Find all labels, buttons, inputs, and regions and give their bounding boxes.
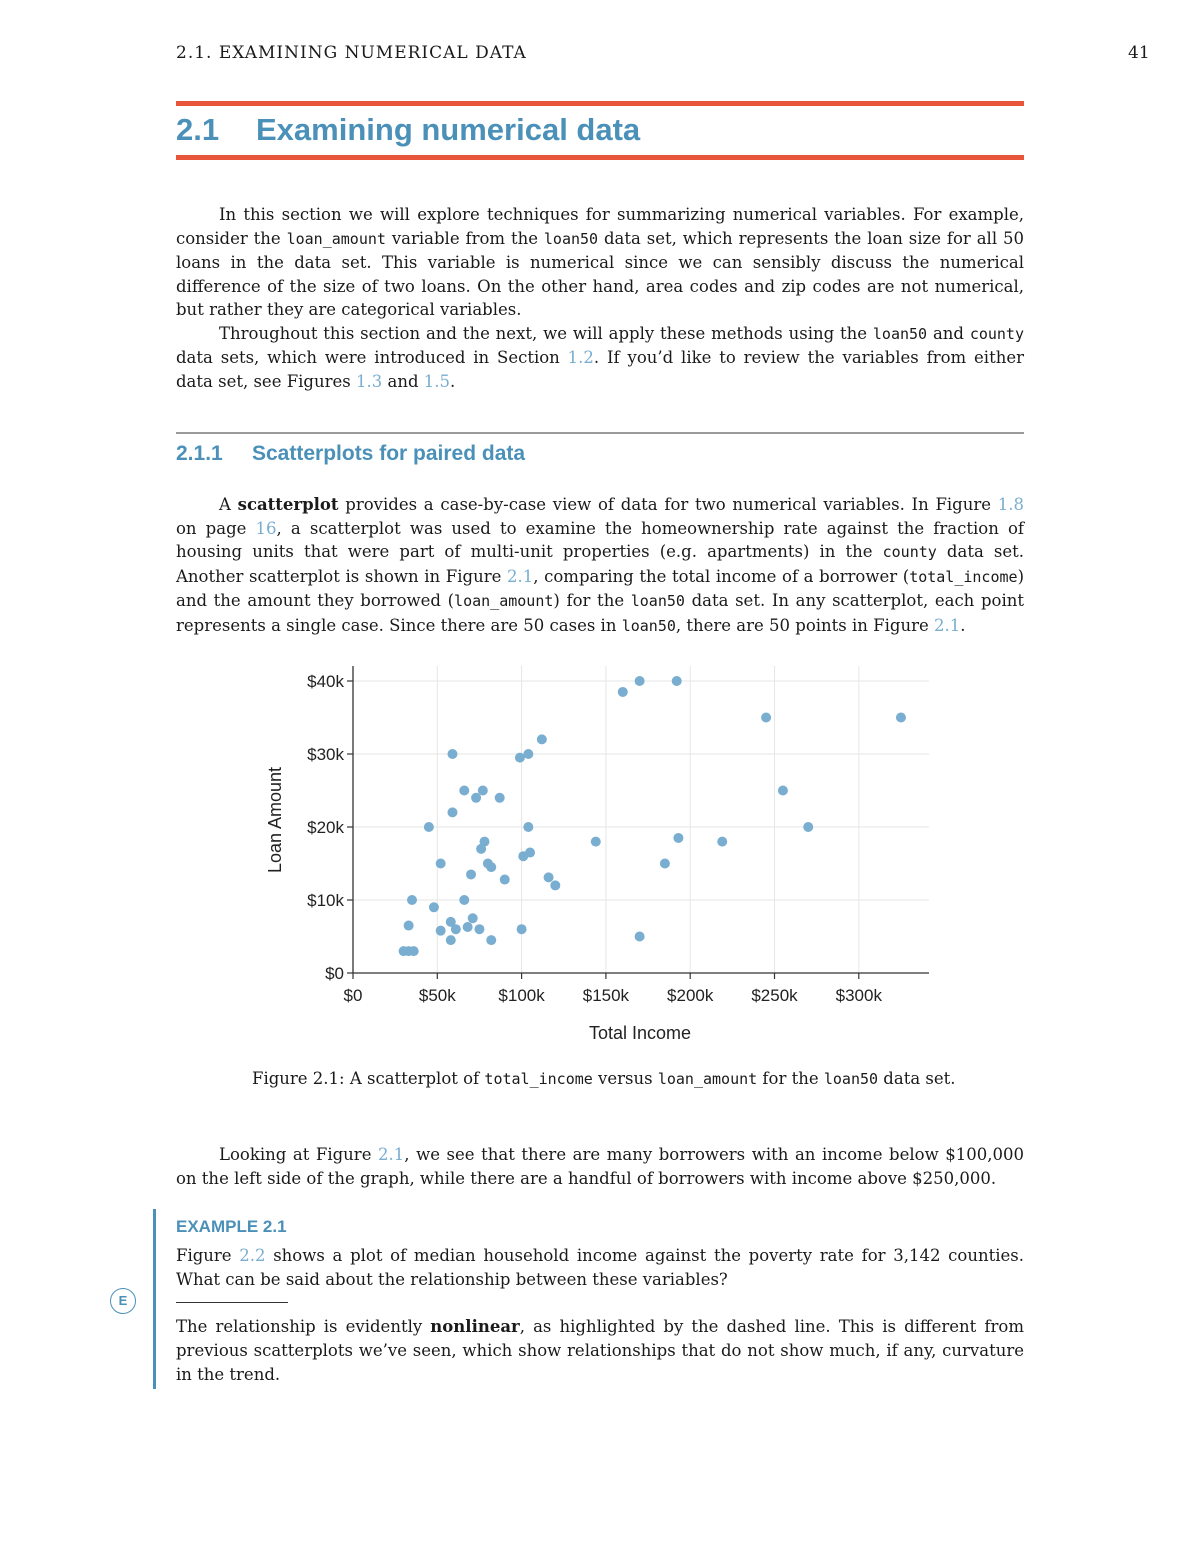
code-loan50: loan50 bbox=[630, 592, 685, 610]
code-loan50: loan50 bbox=[621, 616, 676, 635]
data-point bbox=[429, 902, 439, 912]
data-point bbox=[436, 926, 446, 936]
data-point bbox=[486, 862, 496, 872]
x-axis-label: Total Income bbox=[588, 1023, 692, 1043]
code-total-income: total_income bbox=[909, 567, 1018, 586]
example-bar bbox=[153, 1209, 156, 1389]
data-point bbox=[525, 848, 535, 858]
data-point bbox=[404, 921, 414, 931]
example-icon: E bbox=[110, 1288, 136, 1314]
y-tick-label: $10k bbox=[307, 891, 344, 910]
data-point bbox=[618, 687, 628, 697]
data-point bbox=[446, 935, 456, 945]
ref-figure-1-8[interactable]: 1.8 bbox=[997, 495, 1024, 514]
data-point bbox=[463, 922, 473, 932]
data-point bbox=[523, 749, 533, 759]
y-tick-label: $0 bbox=[325, 964, 344, 983]
chart-points bbox=[399, 676, 906, 956]
data-point bbox=[459, 786, 469, 796]
code-loan-amount: loan_amount bbox=[454, 592, 554, 610]
data-point bbox=[466, 869, 476, 879]
intro-paragraph-1: In this section we will explore techniques for summarizing numerical variables. For example, consider the loan_amount variable from the loan50 data set, which represents the loan size for all 50 loans in the data set. This variable is numerical since we can sensibly discuss the numerical difference of the size of two loans. On the other hand, area codes and zip codes are not numerical, but rather they are categorical variables. bbox=[176, 205, 1025, 319]
data-point bbox=[407, 895, 417, 905]
code-county: county bbox=[969, 324, 1024, 343]
y-axis-label: Loan Amount bbox=[265, 766, 285, 874]
intro-paragraph-2: Throughout this section and the next, we will apply these methods using the loan50 and county data sets, which were introduced in Section 1.2. If you’d like to review the variables from either data set, see Figures 1.3 and 1.5. bbox=[176, 323, 1024, 391]
y-tick-label: $40k bbox=[307, 672, 344, 691]
data-point bbox=[672, 676, 682, 686]
ref-figure-2-1[interactable]: 2.1 bbox=[507, 566, 534, 586]
data-point bbox=[486, 935, 496, 945]
term-scatterplot: scatterplot bbox=[237, 495, 339, 514]
data-point bbox=[717, 837, 727, 847]
figure-caption: Figure 2.1: A scatterplot of total_income versus loan_amount for the loan50 data set. bbox=[252, 1069, 956, 1088]
code-loan50: loan50 bbox=[543, 229, 599, 248]
data-point bbox=[896, 713, 906, 723]
ref-figure-2-2[interactable]: 2.2 bbox=[239, 1246, 266, 1265]
data-point bbox=[523, 822, 533, 832]
x-tick-label: $100k bbox=[498, 986, 545, 1005]
running-head: 2.1. EXAMINING NUMERICAL DATA bbox=[176, 43, 527, 63]
data-point bbox=[474, 924, 484, 934]
code-loan50: loan50 bbox=[872, 324, 928, 343]
data-point bbox=[761, 713, 771, 723]
data-point bbox=[778, 786, 788, 796]
data-point bbox=[660, 859, 670, 869]
x-tick-label: $300k bbox=[835, 986, 882, 1005]
data-point bbox=[550, 880, 560, 890]
term-nonlinear: nonlinear bbox=[430, 1317, 520, 1336]
data-point bbox=[468, 913, 478, 923]
example-divider bbox=[176, 1302, 288, 1303]
scatterplot-paragraph: A scatterplot provides a case-by-case view of data for two numerical variables. In Figure 1.8 on page 16, a scatterplot was used to examine the homeownership rate against the fraction of housing units that were part of multi-unit properties (e.g. apartments) in the county data set. Another scatterplot is shown in Figure 2.1, comparing the total income of a borrower (total_income) and the amount they borrowed (loan_amount) for the loan50 data set. In any scatterplot, each point represents a single case. Since there are 50 cases in loan50, there are 50 points in Figure 2.1. bbox=[176, 495, 1024, 635]
data-point bbox=[447, 807, 457, 817]
data-point bbox=[591, 837, 601, 847]
ref-figure-2-1[interactable]: 2.1 bbox=[378, 1145, 405, 1164]
data-point bbox=[451, 924, 461, 934]
code-county: county bbox=[882, 543, 937, 561]
data-point bbox=[803, 822, 813, 832]
code-total-income: total_income bbox=[484, 1070, 593, 1088]
ref-figure-1-3[interactable]: 1.3 bbox=[356, 371, 383, 391]
data-point bbox=[447, 749, 457, 759]
data-point bbox=[409, 946, 419, 956]
code-loan-amount: loan_amount bbox=[286, 229, 386, 248]
example-answer: The relationship is evidently nonlinear, as highlighted by the dashed line. This is different from previous scatterplots we’ve seen, which show relationships that do not show much, if any, curvature in the trend. bbox=[176, 1317, 1024, 1384]
subsection-number: 2.1.1 bbox=[176, 442, 223, 465]
data-point bbox=[476, 844, 486, 854]
data-point bbox=[495, 793, 505, 803]
data-point bbox=[544, 872, 554, 882]
x-tick-label: $150k bbox=[582, 986, 630, 1005]
subsection-title-text: Scatterplots for paired data bbox=[252, 442, 526, 465]
data-point bbox=[517, 924, 527, 934]
code-loan50: loan50 bbox=[823, 1070, 879, 1088]
data-point bbox=[478, 786, 488, 796]
section-title-text: Examining numerical data bbox=[256, 112, 641, 147]
data-point bbox=[424, 822, 434, 832]
data-point bbox=[500, 875, 510, 885]
x-tick-label: $200k bbox=[667, 986, 714, 1005]
ref-page-16[interactable]: 16 bbox=[255, 518, 277, 538]
data-point bbox=[635, 676, 645, 686]
data-point bbox=[436, 859, 446, 869]
y-tick-label: $20k bbox=[307, 818, 344, 837]
data-point bbox=[635, 932, 645, 942]
x-tick-label: $0 bbox=[343, 986, 363, 1005]
code-loan-amount: loan_amount bbox=[657, 1070, 758, 1088]
page-number: 41 bbox=[1128, 43, 1150, 63]
x-tick-label: $250k bbox=[751, 986, 798, 1005]
example-label: EXAMPLE 2.1 bbox=[176, 1217, 287, 1236]
data-point bbox=[459, 895, 469, 905]
x-tick-label: $50k bbox=[418, 986, 456, 1005]
ref-figure-1-5[interactable]: 1.5 bbox=[423, 371, 451, 391]
data-point bbox=[537, 734, 547, 744]
data-point bbox=[673, 833, 683, 843]
income-paragraph: Looking at Figure 2.1, we see that there are many borrowers with an income below $100,000 on the left side of the graph, while there are a handful of borrowers with income above $250,000. bbox=[176, 1145, 1024, 1188]
ref-section-1-2[interactable]: 1.2 bbox=[567, 348, 594, 367]
y-tick-label: $30k bbox=[307, 745, 344, 764]
example-question: Figure 2.2 shows a plot of median household income against the poverty rate for 3,142 counties. What can be said about the relationship between these variables? bbox=[176, 1246, 1024, 1289]
ref-figure-2-1[interactable]: 2.1 bbox=[933, 615, 961, 635]
section-number: 2.1 bbox=[176, 112, 220, 147]
